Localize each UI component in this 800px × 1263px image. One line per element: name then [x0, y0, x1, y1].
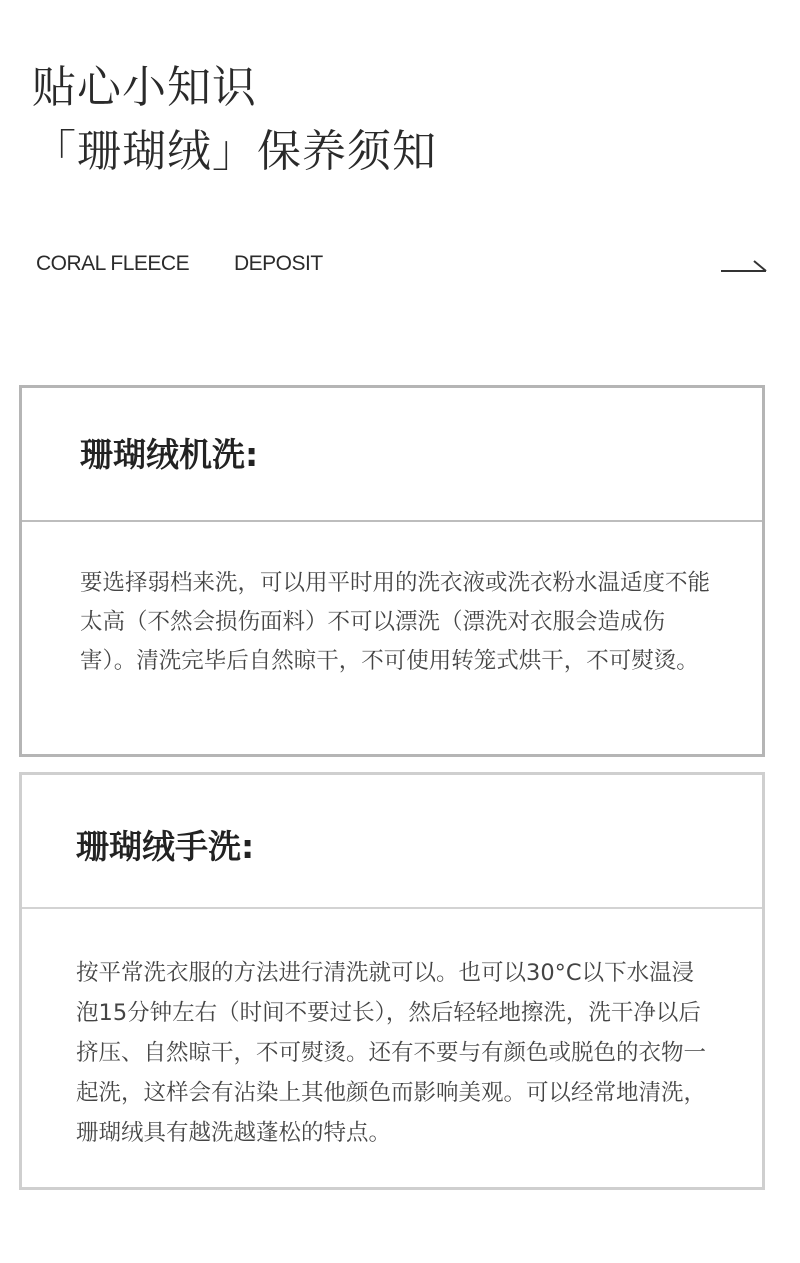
subtitle-deposit: DEPOSIT: [234, 252, 323, 275]
machine-wash-text: 要选择弱档来洗，可以用平时用的洗衣液或洗衣粉水温适度不能太高（不然会损伤面料）不可以漂洗（漂洗对衣服会造成伤害）。清洗完毕后自然晾干，不可使用转笼式烘干，不可熨烫。: [80, 570, 711, 674]
machine-wash-card-header: [22, 388, 762, 522]
page-title-line1: 贴心小知识: [32, 62, 257, 113]
subtitle-coral-fleece: CORAL FLEECE: [36, 252, 190, 275]
hand-wash-card-header: [22, 775, 762, 909]
arrow-right-icon: [720, 256, 768, 274]
hand-wash-card: [19, 772, 765, 1190]
hand-wash-text: 按平常洗衣服的方法进行清洗就可以。也可以30°C以下水温浸泡15分钟左右（时间不要过长），然后轻轻地擦洗，洗干净以后挤压、自然晾干，不可熨烫。还有不要与有颜色或脱色的衣物一起洗，这样会有沾染上其他颜色而影响美观。可以经常地清洗，珊瑚绒具有越洗越蓬松的特点。: [76, 960, 707, 1146]
machine-wash-title: 珊瑚绒机洗:: [80, 435, 259, 474]
machine-wash-card: [19, 385, 765, 757]
hand-wash-title: 珊瑚绒手洗:: [76, 827, 255, 866]
page-title-line2: 「珊瑚绒」保养须知: [32, 126, 437, 177]
